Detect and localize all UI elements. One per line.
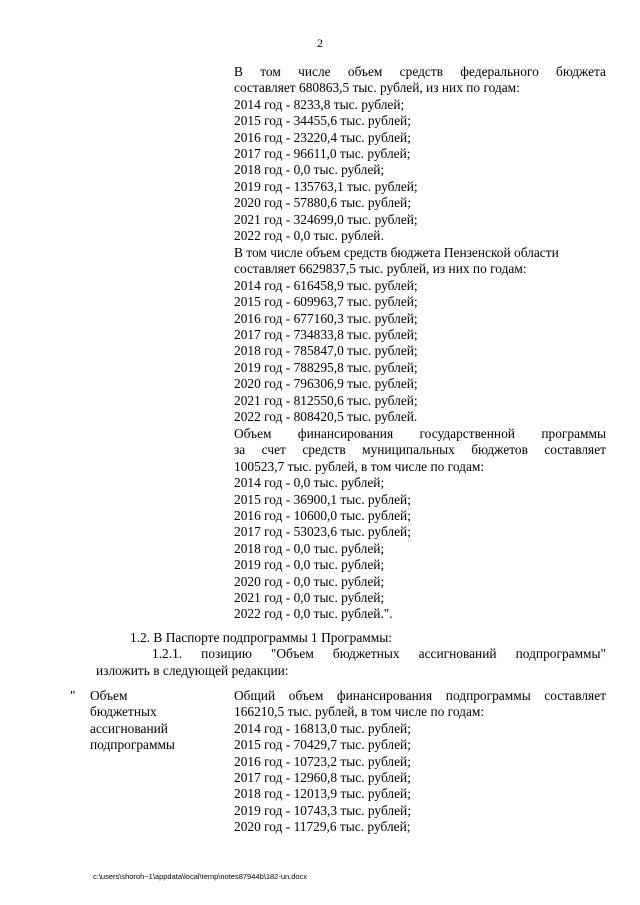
year-line: 2015 год - 34455,6 тыс. рублей;: [234, 113, 411, 129]
year-line: 2021 год - 812550,6 тыс. рублей;: [234, 392, 418, 408]
year-line: 2019 год - 10743,3 тыс. рублей;: [234, 802, 411, 818]
label-line: ассигнований: [90, 720, 168, 736]
year-line: 2017 год - 96611,0 тыс. рублей;: [234, 146, 411, 162]
text-line: за счет средств муниципальных бюджетов составляет: [234, 442, 606, 458]
federal-budget-block: [234, 64, 606, 244]
municipal-budget-block: [234, 426, 606, 623]
year-line: 2016 год - 10723,2 тыс. рублей;: [234, 753, 411, 769]
year-line: 2016 год - 10600,0 тыс. рублей;: [234, 508, 411, 524]
year-line: 2020 год - 796306,9 тыс. рублей;: [234, 376, 418, 392]
opening-quote: ": [70, 688, 76, 703]
table-value-cell: [234, 688, 606, 836]
page-number: 2: [317, 36, 323, 50]
year-line: 2014 год - 16813,0 тыс. рублей;: [234, 720, 411, 736]
file-path-footer: c:\users\shoroh~1\appdata\local\temp\notes87944b\182-un.docx: [93, 872, 308, 881]
year-line: 2021 год - 324699,0 тыс. рублей;: [234, 211, 418, 227]
text-line: 166210,5 тыс. рублей, в том числе по годам:: [234, 704, 485, 720]
year-line: 2019 год - 0,0 тыс. рублей;: [234, 557, 385, 573]
section-paragraph: 1.2.1. позицию "Объем бюджетных ассигнований подпрограммы": [152, 646, 606, 662]
year-line: 2016 год - 677160,3 тыс. рублей;: [234, 310, 418, 326]
year-line: 2017 год - 53023,6 тыс. рублей;: [234, 524, 411, 540]
year-line: 2020 год - 57880,6 тыс. рублей;: [234, 195, 411, 211]
year-line: 2014 год - 616458,9 тыс. рублей;: [234, 277, 418, 293]
year-line: 2021 год - 0,0 тыс. рублей;: [234, 590, 385, 606]
year-line: 2022 год - 0,0 тыс. рублей.: [234, 228, 384, 244]
label-line: подпрограммы: [90, 737, 175, 753]
year-line: 2014 год - 0,0 тыс. рублей;: [234, 475, 385, 491]
text-line: составляет 6629837,5 тыс. рублей, из них по годам:: [234, 261, 527, 277]
text-line: Общий объем финансирования подпрограммы составляет: [234, 688, 606, 703]
section-text: [96, 630, 606, 679]
year-line: 2019 год - 788295,8 тыс. рублей;: [234, 359, 418, 375]
year-line: 2022 год - 0,0 тыс. рублей.".: [234, 606, 393, 622]
year-line: 2015 год - 70429,7 тыс. рублей;: [234, 737, 411, 753]
year-line: 2018 год - 0,0 тыс. рублей;: [234, 162, 385, 178]
text-line: составляет 680863,5 тыс. рублей, из них по годам:: [234, 80, 520, 96]
year-line: 2017 год - 12960,8 тыс. рублей;: [234, 770, 411, 786]
year-line: 2020 год - 0,0 тыс. рублей;: [234, 573, 385, 589]
year-line: 2018 год - 785847,0 тыс. рублей;: [234, 343, 418, 359]
table-label-cell: [90, 688, 220, 754]
text-line: 100523,7 тыс. рублей, в том числе по годам:: [234, 458, 485, 474]
text-line: В том числе объем средств федерального бюджета: [234, 64, 606, 79]
section-paragraph: 1.2. В Паспорте подпрограммы 1 Программы:: [130, 630, 392, 645]
regional-budget-block: [234, 245, 606, 425]
year-line: 2015 год - 609963,7 тыс. рублей;: [234, 294, 418, 310]
year-line: 2017 год - 734833,8 тыс. рублей;: [234, 327, 418, 343]
year-line: 2014 год - 8233,8 тыс. рублей;: [234, 96, 405, 112]
year-line: 2022 год - 808420,5 тыс. рублей.: [234, 409, 418, 425]
year-line: 2020 год - 11729,6 тыс. рублей;: [234, 819, 411, 835]
year-line: 2019 год - 135763,1 тыс. рублей;: [234, 178, 418, 194]
text-line: Объем финансирования государственной программы: [234, 426, 606, 441]
year-line: 2018 год - 12013,9 тыс. рублей;: [234, 786, 411, 802]
section-paragraph: изложить в следующей редакции:: [96, 662, 289, 678]
text-line: В том числе объем средств бюджета Пензенской области: [234, 245, 559, 260]
label-line: Объем: [90, 688, 128, 703]
year-line: 2016 год - 23220,4 тыс. рублей;: [234, 129, 411, 145]
year-line: 2018 год - 0,0 тыс. рублей;: [234, 540, 385, 556]
year-line: 2015 год - 36900,1 тыс. рублей;: [234, 491, 411, 507]
label-line: бюджетных: [90, 704, 157, 720]
